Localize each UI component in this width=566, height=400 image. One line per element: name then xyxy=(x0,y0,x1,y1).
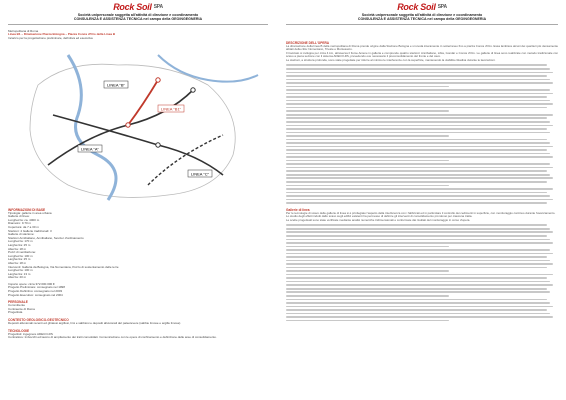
section1-body xyxy=(286,45,558,63)
line-b-track xyxy=(48,90,193,165)
person-title: PERSONALE xyxy=(8,300,28,305)
text-line-placeholder xyxy=(286,121,550,123)
text-line-placeholder xyxy=(286,153,550,155)
progress-line: Progetto Preliminare: consegnato nel 1998 xyxy=(8,285,65,290)
section2-filler xyxy=(286,224,558,321)
info-line: Stazioni Annibaliano, Annibaliano, Sevizer d'ordinamento xyxy=(8,235,84,240)
right-column xyxy=(286,0,558,400)
info-line: Lunghezza: 100 m xyxy=(8,268,33,273)
info-line: Pozzi di ventilazione: xyxy=(8,250,37,255)
text-line-placeholder xyxy=(286,72,553,74)
person-line: Progettista xyxy=(8,310,23,315)
text-line-placeholder xyxy=(286,110,449,112)
text-line-placeholder xyxy=(286,267,547,269)
svg-text:LINEA "C": LINEA "C" xyxy=(190,171,210,177)
info-line: Larghezza: 25 m xyxy=(8,242,31,247)
text-line-placeholder xyxy=(286,224,547,226)
person-line: Contraente di Roma xyxy=(8,306,35,311)
text-line-placeholder xyxy=(286,256,547,258)
text-line-placeholder xyxy=(286,177,553,179)
section2-paragraph: Per le tecnologie di scavo delle gallerie di linea si è privilegiato l'aspetto della interferenza con i fabbricati ed in particolare il controllo dei cedimenti in superficie, con monitoraggio continuo durante l'avanzamento. xyxy=(286,210,556,215)
svg-text:LINEA "B1": LINEA "B1" xyxy=(160,106,182,112)
section2-title: Gallerie di linea xyxy=(286,207,310,212)
svg-text:LINEA "A": LINEA "A" xyxy=(81,146,99,152)
text-line-placeholder xyxy=(286,299,547,301)
import-line: Importo opere: circa 372.000.000 € xyxy=(8,281,55,286)
text-line-placeholder xyxy=(286,199,553,201)
text-line-placeholder xyxy=(286,163,550,165)
line-b1-track xyxy=(128,80,158,125)
text-line-placeholder xyxy=(286,167,553,169)
info-line: Lunghezza: 170 m xyxy=(8,239,33,244)
info-line: Tipologia: gallerie in area urbana xyxy=(8,210,52,215)
station-marker xyxy=(156,142,160,146)
route-map-svg xyxy=(8,45,268,205)
text-line-placeholder xyxy=(286,86,449,88)
text-line-placeholder xyxy=(286,192,547,194)
text-line-placeholder xyxy=(286,146,553,148)
method-line: Depositi alluvionali recenti ed ghiaiosi argillosi, limi e sabbiosi e depositi alluvionali del paleotevere (sabbie limose e argille limose) xyxy=(8,321,181,326)
tech-list xyxy=(8,333,268,340)
river-aniene xyxy=(158,55,258,82)
info-line: Stazioni: 4 Gallerie tradizionali: 3 xyxy=(8,228,52,233)
text-line-placeholder xyxy=(286,64,547,66)
text-line-placeholder xyxy=(286,253,553,255)
text-line-placeholder xyxy=(286,228,550,230)
text-line-placeholder xyxy=(286,277,547,279)
info-line: Lunghezza: ca. 4000 m xyxy=(8,217,40,222)
text-line-placeholder xyxy=(286,139,547,141)
text-line-placeholder xyxy=(286,316,553,318)
text-line-placeholder xyxy=(286,93,553,95)
text-line-placeholder xyxy=(286,174,550,176)
info-line: Larghezza: 25 m xyxy=(8,257,31,262)
text-line-placeholder xyxy=(286,68,550,70)
station-marker xyxy=(191,87,195,91)
text-line-placeholder xyxy=(286,107,547,109)
text-line-placeholder xyxy=(286,156,553,158)
text-line-placeholder xyxy=(286,246,449,248)
method-title: CONTESTO GEOLOGICO-GEOTECNICO xyxy=(8,318,69,323)
text-line-placeholder xyxy=(286,100,550,102)
logo-text: Rock Soil xyxy=(113,2,152,12)
meta-line-1: Metropolitana di Roma xyxy=(8,28,39,33)
label-line-b1 xyxy=(158,105,184,112)
text-line-placeholder xyxy=(286,185,449,187)
label-line-c xyxy=(188,170,212,177)
svg-text:LINEA "B": LINEA "B" xyxy=(107,82,125,88)
station-marker xyxy=(156,77,160,81)
text-line-placeholder xyxy=(286,291,550,293)
text-line-placeholder xyxy=(286,75,547,77)
text-line-placeholder xyxy=(286,260,550,262)
text-line-placeholder xyxy=(286,270,449,272)
info-line: Interventi: Galleria da Bologna, Via Nomentana, Pozzo di sostentamento delle terre xyxy=(8,264,119,269)
label-line-a xyxy=(78,145,102,152)
text-line-placeholder xyxy=(286,235,547,237)
text-line-placeholder xyxy=(286,309,547,311)
text-line-placeholder xyxy=(286,103,553,105)
info-list xyxy=(8,212,268,280)
text-line-placeholder xyxy=(286,181,547,183)
text-line-placeholder xyxy=(286,202,547,204)
text-line-placeholder xyxy=(286,79,550,81)
text-line-placeholder xyxy=(286,263,553,265)
text-line-placeholder xyxy=(286,132,550,134)
info-line: Diametro: 9.70 m xyxy=(8,221,32,226)
river xyxy=(68,55,116,200)
text-line-placeholder xyxy=(286,281,550,283)
line-c-track xyxy=(148,135,223,185)
person-list xyxy=(8,304,268,315)
text-line-placeholder xyxy=(286,114,553,116)
section2-paragraph: Lo studio degli effetti indotti dallo scavo sugli edifici esistenti ha permesso di definire gli interventi di consolidamento più idonei per ciascuna tratta. xyxy=(286,214,473,219)
logo-sub: SPA xyxy=(437,4,447,10)
header-line-1: Società unipersonale soggetta all'attività di direzione e coordinamento xyxy=(77,13,199,17)
section1-paragraph: Il tracciato si sviluppa per circa 4 km, attraversa il fiume Aniene in galleria e comprende quattro stazioni: Annibaliano, Libia, Gondar e Conca d'Oro. Le gallerie di linea sono realizzate con metodo tradizionale con scavo a piena sezione con il sistema ADECO-RS, prevedendo ove necessario il preconsolidamento del fronte e del cavo. xyxy=(286,50,558,59)
info-line: Copertura: da 7 a 30 m xyxy=(8,224,39,229)
section2-body xyxy=(286,212,558,223)
meta-line-2: Linea B1 – Diramazione Piazza Bologna – Piazza Conca d'Oro della Linea B xyxy=(8,32,116,37)
left-column xyxy=(8,0,268,400)
method-list xyxy=(8,322,268,326)
company-logo xyxy=(286,2,558,13)
label-line-b xyxy=(104,81,128,88)
header-line-1: Società unipersonale soggetta all'attività di direzione e coordinamento xyxy=(361,13,483,17)
text-line-placeholder xyxy=(286,284,553,286)
header-divider xyxy=(8,24,268,25)
tech-title: TECNOLOGIE xyxy=(8,328,30,333)
text-line-placeholder xyxy=(286,288,547,290)
route-map xyxy=(8,45,268,205)
info-line: Altezza: 18 m xyxy=(8,260,27,265)
person-line: Committente xyxy=(8,303,26,308)
progress-line: Progetto Esecutivo: consegnato nel 2004 xyxy=(8,292,63,297)
header-divider xyxy=(286,24,558,25)
info-line: Gallerie di stazione: xyxy=(8,232,35,237)
text-line-placeholder xyxy=(286,231,553,233)
logo-text: Rock Soil xyxy=(397,2,436,12)
text-line-placeholder xyxy=(286,320,449,322)
header-line-2: CONSULENZA E ASSISTENZA TECNICA nel campo della GEOINGEGNERIA xyxy=(73,17,203,22)
info-line: Gallerie di linea: xyxy=(8,214,30,219)
section1-paragraph: Le stazioni, a struttura profonda, sono state progettate per ridurre al minimo le interferenze con la superficie, mantenendo la viabilità cittadina durante le lavorazioni. xyxy=(286,58,496,62)
section1-filler xyxy=(286,64,558,203)
text-line-placeholder xyxy=(286,82,553,84)
section1-title: DESCRIZIONE DELL'OPERA xyxy=(286,40,330,45)
text-line-placeholder xyxy=(286,313,550,315)
text-line-placeholder xyxy=(286,142,550,144)
info-line: Larghezza: 13 m xyxy=(8,271,31,276)
text-line-placeholder xyxy=(286,295,449,297)
section2-paragraph: Le scelte progettuali sono state verificate mediante analisi numeriche tridimensionali e confermate dai risultati del monitoraggio in corso d'opera. xyxy=(286,217,471,222)
header-line-2: CONSULENZA E ASSISTENZA TECNICA nel campo della GEOINGEGNERIA xyxy=(357,17,487,22)
section1-paragraph: La diramazione della linea B della metropolitana di Roma prende origine dalla Stazione Bologna e si snoda interamente in sotterraneo fino a piazza Conca d'Oro. Essa lambisce alcuni dei quartieri più densamente abitati della città: Nomentano, Trieste e Montesacro. xyxy=(286,43,558,52)
tech-line: Contrattore: Imbocchi ed lavoro di ampliamento dei tratti consolidati. Comunicazione con le opere di confinamento e definizione delle aree di consolidamento. xyxy=(8,335,217,340)
text-line-placeholder xyxy=(286,249,550,251)
text-line-placeholder xyxy=(286,96,547,98)
text-line-placeholder xyxy=(286,125,553,127)
text-line-placeholder xyxy=(286,306,553,308)
station-marker xyxy=(126,122,130,126)
text-line-placeholder xyxy=(286,170,547,172)
text-line-placeholder xyxy=(286,242,553,244)
city-outline xyxy=(30,64,235,197)
company-logo xyxy=(8,2,268,13)
text-line-placeholder xyxy=(286,89,550,91)
info-line: Altezza: 18 m xyxy=(8,246,27,251)
meta-line-3: Incarico per la progettazione preliminare, definitiva ed esecutiva xyxy=(8,36,93,40)
text-line-placeholder xyxy=(286,188,553,190)
progress-list xyxy=(8,286,268,297)
info-line: Lunghezza: 100 m xyxy=(8,253,33,258)
text-line-placeholder xyxy=(286,274,553,276)
text-line-placeholder xyxy=(286,149,547,151)
logo-sub: SPA xyxy=(153,4,163,10)
text-line-placeholder xyxy=(286,117,547,119)
info-line: Altezza: 20 m xyxy=(8,275,27,280)
text-line-placeholder xyxy=(286,135,449,137)
progress-line: Progetto Definitivo: consegnato nel 2003 xyxy=(8,289,63,294)
text-line-placeholder xyxy=(286,160,449,162)
text-line-placeholder xyxy=(286,195,550,197)
info-title: INFORMAZIONI DI BASE xyxy=(8,207,46,212)
text-line-placeholder xyxy=(286,239,550,241)
text-line-placeholder xyxy=(286,302,550,304)
text-line-placeholder xyxy=(286,128,547,130)
tech-line: Progettisti: ingegnere ADECO-RS xyxy=(8,331,53,336)
